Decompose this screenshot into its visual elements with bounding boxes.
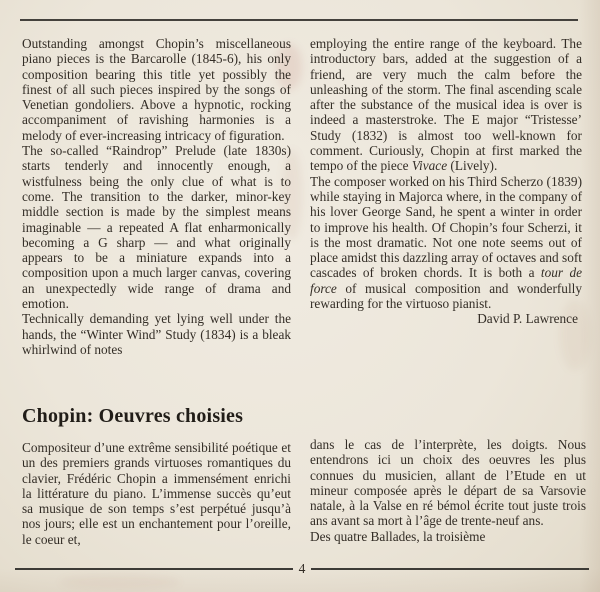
paragraph: Technically demanding yet lying well under the hands, the “Winter Wind” Study (1834) is a bleak whirlwind of notes [22,311,291,357]
footer-rule [15,561,589,577]
english-text-left-column [22,36,291,357]
english-text-right-column [310,36,582,327]
paragraph: Compositeur d’une extrême sensibilité poétique et un des premiers grands virtuoses romantiques du clavier, Frédéric Chopin a immensément enrichi la littérature du piano. L’immense succès qu’eut sa musique de son temps s’est perpétué jusqu’à nos jours; elle est un enchantement pour l’oreille, le coeur et, [22,440,291,547]
paragraph: employing the entire range of the keyboard. The introductory bars, added at the suggestion of a friend, are very much the calm before the unleashing of the storm. The final ascending scale after the substance of the musical idea is over is indeed a masterstroke. The E major “Tristesse’ Study (1832) is almost too well-known for comment. Curiously, Chopin at first marked the tempo of the piece Vivace (Lively). [310,36,582,174]
paragraph: Des quatre Ballades, la troisième [310,528,486,544]
footer-rule-left-segment [15,568,293,570]
page-number: 4 [298,561,306,576]
french-section-heading: Chopin: Oeuvres choisies [22,405,244,427]
author-byline: David P. Lawrence [477,311,578,327]
french-text-left-column [22,440,291,547]
ink-showthrough-artifact [60,575,180,589]
paragraph: dans le cas de l’interprète, les doigts. Nous entendrons ici un choix des oeuvres les plus connues du musicien, allant de l’Etude en ut mineur composée après le départ de sa Varsovie natale, à la Valse en ré bémol écrite tout juste trois ans avant sa mort à l’âge de trente-neuf ans. [310,437,586,529]
english-right-paragraphs [310,36,582,311]
paragraph: The so-called “Raindrop” Prelude (late 1830s) starts tenderly and innocently enough, a wistfulness being the only clue of what is to come. The transition to the darker, minor-key middle section is made by the simplest means imaginable — a repeated A flat enharmonically becoming a G sharp — and what originally appears to be a miniature expands into a composition upon a much larger canvas, covering an unexpectedly wide range of drama and emotion. [22,143,291,312]
paragraph: Outstanding amongst Chopin’s miscellaneous piano pieces is the Barcarolle (1845-6), his only composition bearing this title yet possibly the finest of all such pieces inspired by the songs of Venetian gondoliers. Above a hypnotic, rocking accompaniment of ravishing harmonies is a melody of ever-increasing intricacy of figuration. [22,36,291,143]
french-text-right-column [310,437,586,544]
top-rule [20,19,578,21]
paragraph: The composer worked on his Third Scherzo (1839) while staying in Majorca where, in the company of his lover George Sand, he spent a winter in order to improve his health. Of Chopin’s four Scherzi, it is the most dramatic. Not one note seems out of place amidst this dazzling array of octaves and soft cascades of broken chords. It is both a tour de force of musical composition and wonderfully rewarding for the virtuoso pianist. [310,173,582,312]
footer-rule-right-segment [311,568,589,570]
